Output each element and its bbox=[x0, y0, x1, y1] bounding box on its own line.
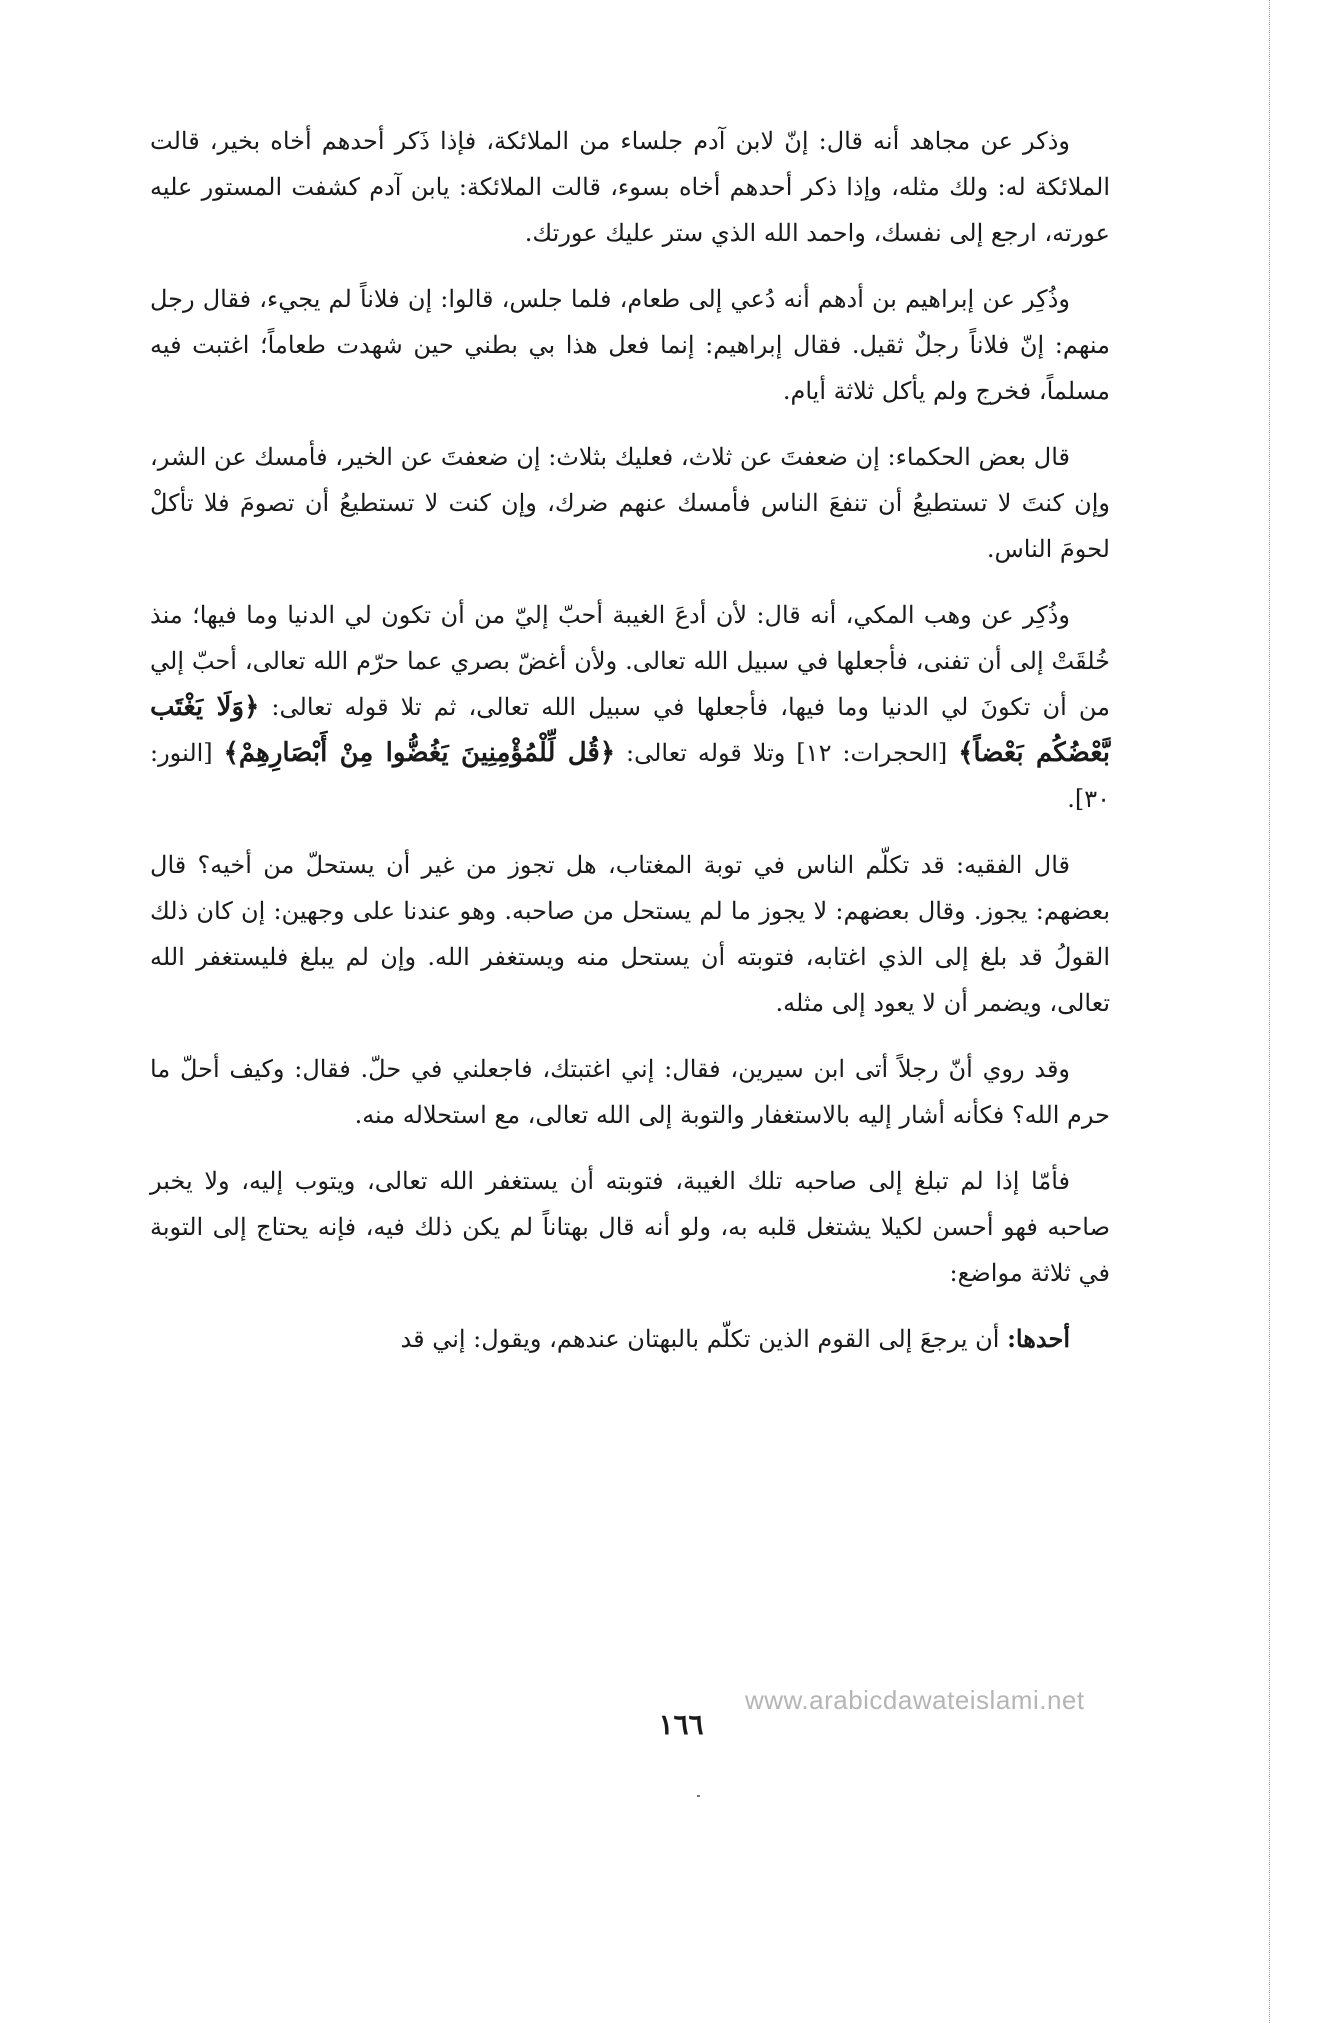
verse-reference: [النور: ٣٠]. bbox=[150, 739, 1110, 813]
verse-reference: [الحجرات: ١٢] وتلا قوله تعالى: bbox=[615, 739, 959, 767]
paragraph-first-place bbox=[150, 1316, 1110, 1362]
paragraph-faqih: قال الفقيه: قد تكلّم الناس في توبة المغتاب، هل تجوز من غير أن يستحلّ من أخيه؟ قال بعضهم: يجوز. وقال بعضهم: لا يجوز ما لم يستحل من صاحبه. وهو عندنا على وجهين: إن كان ذلك القولُ قد بلغ إلى الذي اغتابه، فتوبته أن يستحل منه ويستغفر الله. وإن لم يبلغ فليستغفر الله تعالى، ويضمر أن لا يعود إلى مثله. bbox=[150, 851, 1110, 1017]
page-number-value: ١٦٦ bbox=[658, 1708, 704, 1741]
watermark-url: www.arabicdawateislami.net bbox=[745, 1685, 1085, 1715]
paragraph-mujahid: وذكر عن مجاهد أنه قال: إنّ لابن آدم جلساء من الملائكة، فإذا ذَكر أحدهم أخاه بخير، قالت الملائكة له: ولك مثله، وإذا ذكر أحدهم أخاه بسوء، قالت الملائكة: يابن آدم كشفت المستور عليه عورته، ارجع إلى نفسك، واحمد الله الذي ستر عليك عورتك. bbox=[150, 127, 1110, 247]
paragraph-text: أن يرجعَ إلى القوم الذين تكلّم بالبهتان عندهم، ويقول: إني قد bbox=[400, 1325, 1008, 1353]
paragraph-wahb-makki bbox=[150, 592, 1110, 822]
paragraph-lead: أحدها: bbox=[1007, 1324, 1070, 1353]
paragraph-ibrahim-adham: وذُكِر عن إبراهيم بن أدهم أنه دُعي إلى طعام، فلما جلس، قالوا: إن فلاناً لم يجيء، فقال رجل منهم: إنّ فلاناً رجلٌ ثقيل. فقال إبراهيم: إنما فعل هذا بي بطني حين شهدت طعاماً؛ اغتبت فيه مسلماً، فخرج ولم يأكل ثلاثة أيام. bbox=[150, 285, 1110, 405]
page-number bbox=[0, 1708, 1342, 1741]
quran-verse-nur: ﴿قُل لِّلْمُؤْمِنِينَ يَغُضُّوا مِنْ أَبْصَارِهِمْ﴾ bbox=[223, 738, 616, 768]
quran-verse-hujurat: ﴿وَلَا يَغْتَب بَّعْضُكُم بَعْضاً﴾ bbox=[150, 692, 1110, 768]
paragraph-text: وذُكِر عن وهب المكي، أنه قال: لأن أدعَ الغيبة أحبّ إليّ من أن تكون لي الدنيا وما فيها؛ منذ خُلقَتْ إلى أن تفنى، فأجعلها في سبيل الله تعالى. ولأن أغضّ بصري عما حرّم الله تعالى، أحبّ إلي من أن تكونَ لي الدنيا وما فيها، فأجعلها في سبيل الله تعالى، ثم تلا قوله تعالى: bbox=[150, 601, 1111, 721]
body-text bbox=[150, 118, 1110, 1382]
paragraph-tawba: فأمّا إذا لم تبلغ إلى صاحبه تلك الغيبة، فتوبته أن يستغفر الله تعالى، ويتوب إليه، ولا يخبر صاحبه فهو أحسن لكيلا يشتغل قلبه به، ولو أنه قال بهتاناً لم يكن ذلك فيه، فإنه يحتاج إلى التوبة في ثلاثة مواضع: bbox=[150, 1167, 1110, 1287]
scan-speck bbox=[697, 1795, 700, 1797]
paragraph-ibn-sirin: وقد روي أنّ رجلاً أتى ابن سيرين، فقال: إني اغتبتك، فاجعلني في حلّ. فقال: وكيف أحلّ ما حرم الله؟ فكأنه أشار إليه بالاستغفار والتوبة إلى الله تعالى، مع استحلاله منه. bbox=[150, 1055, 1110, 1129]
paragraph-hukama: قال بعض الحكماء: إن ضعفتَ عن ثلاث، فعليك بثلاث: إن ضعفتَ عن الخير، فأمسك عن الشر، وإن كنتَ لا تستطيعُ أن تنفعَ الناس فأمسك عنهم ضرك، وإن كنت لا تستطيعُ أن تصومَ فلا تأكلْ لحومَ الناس. bbox=[150, 443, 1110, 563]
